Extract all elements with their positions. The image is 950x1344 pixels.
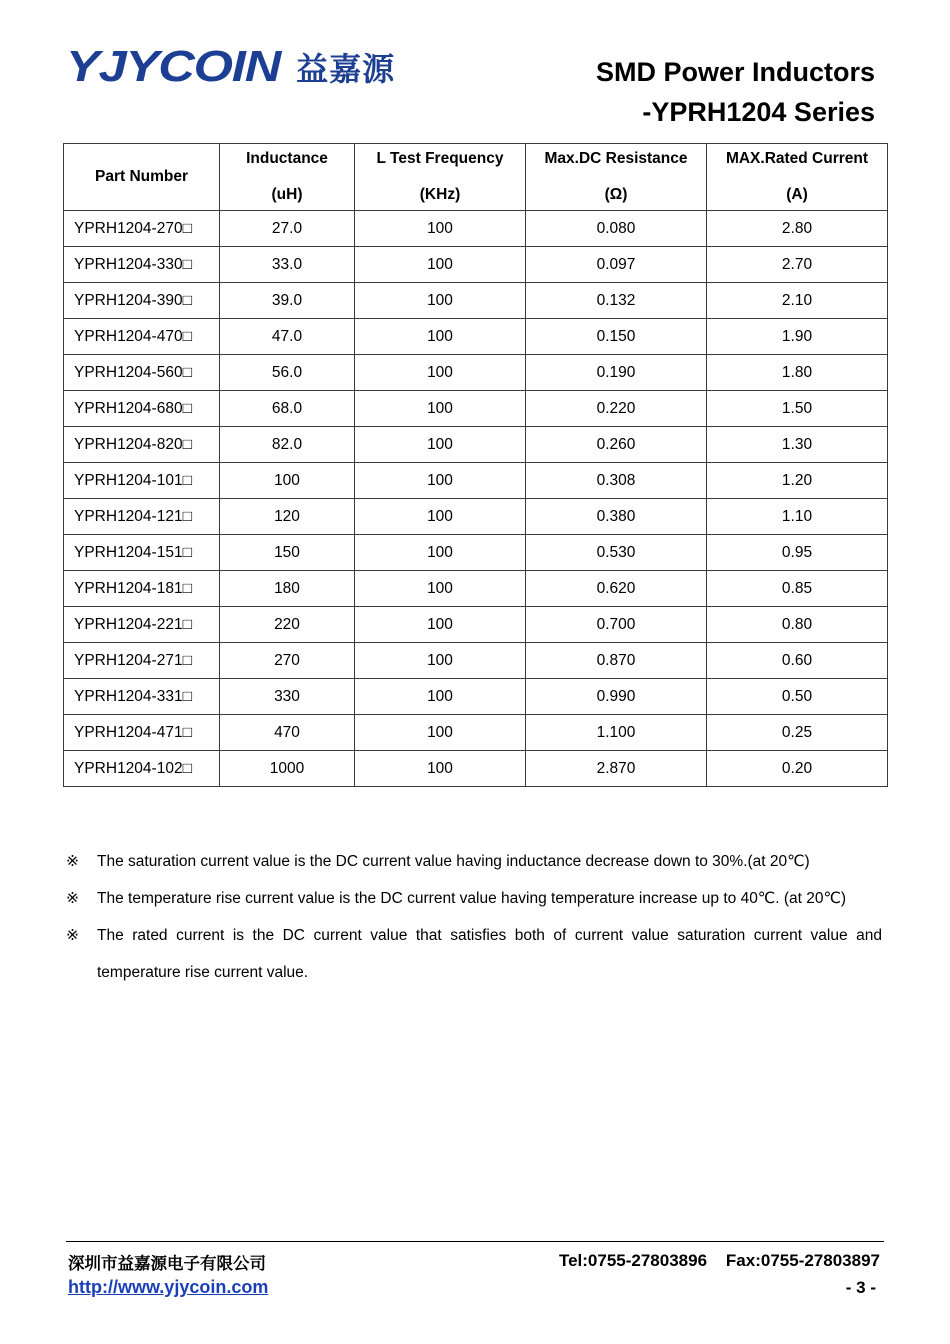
note-text: The rated current is the DC current value that satisfies both of current value saturation current value and temperature rise current value. xyxy=(97,927,882,981)
cell-part-number: YPRH1204-820□ xyxy=(64,427,220,463)
table-row xyxy=(64,391,888,427)
cell-part-number: YPRH1204-121□ xyxy=(64,499,220,535)
table-row xyxy=(64,463,888,499)
cell-test-frequency: 100 xyxy=(355,283,526,319)
note-text: The saturation current value is the DC current value having inductance decrease down to 30%.(at 20℃) xyxy=(97,853,810,870)
cell-part-number: YPRH1204-101□ xyxy=(64,463,220,499)
cell-part-number: YPRH1204-471□ xyxy=(64,715,220,751)
cell-inductance: 120 xyxy=(220,499,355,535)
cell-part-number: YPRH1204-680□ xyxy=(64,391,220,427)
cell-test-frequency: 100 xyxy=(355,211,526,247)
cell-test-frequency: 100 xyxy=(355,319,526,355)
cell-part-number: YPRH1204-331□ xyxy=(64,679,220,715)
cell-part-number: YPRH1204-560□ xyxy=(64,355,220,391)
footer-divider xyxy=(66,1241,884,1242)
note-mark: ※ xyxy=(66,926,79,944)
table-header-row xyxy=(64,144,888,211)
cell-inductance: 1000 xyxy=(220,751,355,787)
cell-test-frequency: 100 xyxy=(355,355,526,391)
cell-rated-current: 0.95 xyxy=(707,535,888,571)
cell-test-frequency: 100 xyxy=(355,535,526,571)
cell-rated-current: 1.80 xyxy=(707,355,888,391)
cell-part-number: YPRH1204-330□ xyxy=(64,247,220,283)
table-row xyxy=(64,679,888,715)
company-logo xyxy=(66,44,395,90)
notes xyxy=(66,843,882,991)
cell-inductance: 180 xyxy=(220,571,355,607)
document-title xyxy=(596,52,875,132)
header-dc-resistance: Max.DC Resistance (Ω) xyxy=(526,144,707,211)
cell-dc-resistance: 0.870 xyxy=(526,643,707,679)
cell-part-number: YPRH1204-271□ xyxy=(64,643,220,679)
cell-rated-current: 0.85 xyxy=(707,571,888,607)
table-row xyxy=(64,535,888,571)
table-row xyxy=(64,355,888,391)
cell-part-number: YPRH1204-221□ xyxy=(64,607,220,643)
table-row xyxy=(64,283,888,319)
table-row xyxy=(64,427,888,463)
header-test-frequency: L Test Frequency (KHz) xyxy=(355,144,526,211)
cell-dc-resistance: 0.260 xyxy=(526,427,707,463)
spec-table xyxy=(63,143,888,787)
cell-test-frequency: 100 xyxy=(355,607,526,643)
table-row xyxy=(64,643,888,679)
cell-test-frequency: 100 xyxy=(355,499,526,535)
cell-dc-resistance: 2.870 xyxy=(526,751,707,787)
cell-inductance: 68.0 xyxy=(220,391,355,427)
table-row xyxy=(64,607,888,643)
cell-inductance: 39.0 xyxy=(220,283,355,319)
title-line-2: -YPRH1204 Series xyxy=(642,97,875,127)
cell-dc-resistance: 1.100 xyxy=(526,715,707,751)
header-inductance: Inductance (uH) xyxy=(220,144,355,211)
cell-dc-resistance: 0.190 xyxy=(526,355,707,391)
cell-dc-resistance: 0.150 xyxy=(526,319,707,355)
footer-contact: Tel:0755-27803896 Fax:0755-27803897 xyxy=(558,1251,880,1270)
cell-dc-resistance: 0.132 xyxy=(526,283,707,319)
cell-test-frequency: 100 xyxy=(355,391,526,427)
cell-test-frequency: 100 xyxy=(355,571,526,607)
table-row xyxy=(64,499,888,535)
note-text: The temperature rise current value is the DC current value having temperature increase up to 40℃. (at 20℃) xyxy=(97,890,847,907)
cell-rated-current: 0.80 xyxy=(707,607,888,643)
cell-inductance: 470 xyxy=(220,715,355,751)
cell-rated-current: 1.20 xyxy=(707,463,888,499)
table-row xyxy=(64,751,888,787)
cell-dc-resistance: 0.308 xyxy=(526,463,707,499)
note-item xyxy=(66,843,882,880)
cell-rated-current: 0.25 xyxy=(707,715,888,751)
cell-rated-current: 1.90 xyxy=(707,319,888,355)
header-rated-current: MAX.Rated Current (A) xyxy=(707,144,888,211)
cell-rated-current: 0.50 xyxy=(707,679,888,715)
cell-rated-current: 1.10 xyxy=(707,499,888,535)
cell-part-number: YPRH1204-102□ xyxy=(64,751,220,787)
footer-company: 深圳市益嘉源电子有限公司 xyxy=(68,1254,266,1273)
note-item xyxy=(66,880,882,917)
cell-dc-resistance: 0.530 xyxy=(526,535,707,571)
cell-test-frequency: 100 xyxy=(355,643,526,679)
table-row xyxy=(64,211,888,247)
cell-dc-resistance: 0.220 xyxy=(526,391,707,427)
logo-text: YJYCOIN xyxy=(66,42,281,91)
cell-dc-resistance: 0.620 xyxy=(526,571,707,607)
cell-inductance: 27.0 xyxy=(220,211,355,247)
cell-inductance: 220 xyxy=(220,607,355,643)
cell-dc-resistance: 0.097 xyxy=(526,247,707,283)
table-row xyxy=(64,571,888,607)
cell-rated-current: 2.70 xyxy=(707,247,888,283)
cell-rated-current: 1.30 xyxy=(707,427,888,463)
table-row xyxy=(64,247,888,283)
cell-test-frequency: 100 xyxy=(355,715,526,751)
cell-test-frequency: 100 xyxy=(355,247,526,283)
note-mark: ※ xyxy=(66,852,79,870)
cell-test-frequency: 100 xyxy=(355,679,526,715)
cell-rated-current: 2.80 xyxy=(707,211,888,247)
cell-inductance: 47.0 xyxy=(220,319,355,355)
cell-part-number: YPRH1204-181□ xyxy=(64,571,220,607)
footer-website-link[interactable]: http://www.yjycoin.com xyxy=(68,1277,269,1297)
page-number: - 3 - xyxy=(845,1278,876,1297)
cell-dc-resistance: 0.700 xyxy=(526,607,707,643)
table-row xyxy=(64,319,888,355)
cell-inductance: 150 xyxy=(220,535,355,571)
cell-inductance: 33.0 xyxy=(220,247,355,283)
title-line-1: SMD Power Inductors xyxy=(595,57,875,87)
cell-inductance: 270 xyxy=(220,643,355,679)
cell-test-frequency: 100 xyxy=(355,751,526,787)
note-mark: ※ xyxy=(66,889,79,907)
note-item xyxy=(66,917,882,991)
cell-rated-current: 0.60 xyxy=(707,643,888,679)
cell-test-frequency: 100 xyxy=(355,463,526,499)
cell-test-frequency: 100 xyxy=(355,427,526,463)
cell-inductance: 82.0 xyxy=(220,427,355,463)
cell-inductance: 100 xyxy=(220,463,355,499)
cell-rated-current: 1.50 xyxy=(707,391,888,427)
cell-inductance: 330 xyxy=(220,679,355,715)
cell-part-number: YPRH1204-270□ xyxy=(64,211,220,247)
cell-dc-resistance: 0.990 xyxy=(526,679,707,715)
cell-part-number: YPRH1204-470□ xyxy=(64,319,220,355)
table-row xyxy=(64,715,888,751)
header-part-number: Part Number xyxy=(64,144,220,211)
cell-part-number: YPRH1204-151□ xyxy=(64,535,220,571)
cell-dc-resistance: 0.380 xyxy=(526,499,707,535)
cell-part-number: YPRH1204-390□ xyxy=(64,283,220,319)
cell-inductance: 56.0 xyxy=(220,355,355,391)
logo-chinese: 益嘉源 xyxy=(296,50,396,88)
cell-dc-resistance: 0.080 xyxy=(526,211,707,247)
cell-rated-current: 2.10 xyxy=(707,283,888,319)
cell-rated-current: 0.20 xyxy=(707,751,888,787)
